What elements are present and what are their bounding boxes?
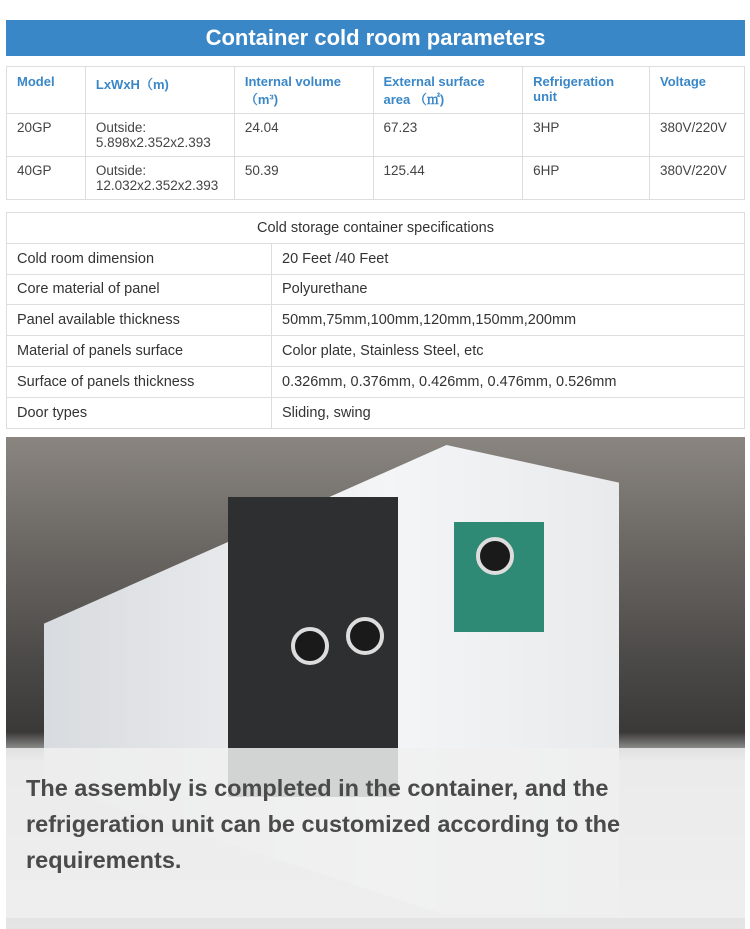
cell: 20GP [7, 114, 86, 157]
table-row [7, 336, 745, 367]
table-row [7, 243, 745, 274]
spec-value: 50mm,75mm,100mm,120mm,150mm,200mm [272, 305, 745, 336]
spec-value: Polyurethane [272, 274, 745, 305]
parameters-table [6, 66, 745, 200]
specifications-caption: Cold storage container specifications [7, 213, 745, 244]
cell: 50.39 [234, 157, 373, 200]
spec-label: Core material of panel [7, 274, 272, 305]
spec-value: 0.326mm, 0.376mm, 0.426mm, 0.476mm, 0.526mm [272, 366, 745, 397]
table-row [7, 114, 745, 157]
spec-value: Sliding, swing [272, 397, 745, 428]
fan-icon [476, 537, 514, 575]
table-row [7, 157, 745, 200]
spec-label: Material of panels surface [7, 336, 272, 367]
header-cell: Refrigeration unit [523, 67, 650, 114]
section-title-banner: Container cold room parameters [6, 20, 745, 56]
table-row [7, 274, 745, 305]
header-cell: Internal volume （m³) [234, 67, 373, 114]
spec-label: Surface of panels thickness [7, 366, 272, 397]
cell: Outside: 5.898x2.352x2.393 [85, 114, 234, 157]
spec-label: Cold room dimension [7, 243, 272, 274]
container-cold-room-photo [6, 437, 745, 929]
table-row [7, 366, 745, 397]
cell: 24.04 [234, 114, 373, 157]
cell: 67.23 [373, 114, 523, 157]
cell: 6HP [523, 157, 650, 200]
header-cell: Voltage [650, 67, 745, 114]
table-row [7, 397, 745, 428]
specifications-table [6, 212, 745, 429]
fan-icon [346, 617, 384, 655]
header-cell: Model [7, 67, 86, 114]
cell: 380V/220V [650, 114, 745, 157]
cell: 380V/220V [650, 157, 745, 200]
table-header-row [7, 67, 745, 114]
header-cell: External surface area （㎡) [373, 67, 523, 114]
cell: 3HP [523, 114, 650, 157]
fan-icon [291, 627, 329, 665]
cell: 125.44 [373, 157, 523, 200]
spec-value: Color plate, Stainless Steel, etc [272, 336, 745, 367]
spec-label: Door types [7, 397, 272, 428]
caption-overlay [6, 748, 745, 918]
cell: Outside: 12.032x2.352x2.393 [85, 157, 234, 200]
photo-caption: The assembly is completed in the container, and the refrigeration unit can be customized according to the requirements. [26, 775, 621, 873]
spec-value: 20 Feet /40 Feet [272, 243, 745, 274]
cell: 40GP [7, 157, 86, 200]
table-row [7, 305, 745, 336]
header-cell: LxWxH（m) [85, 67, 234, 114]
spec-label: Panel available thickness [7, 305, 272, 336]
